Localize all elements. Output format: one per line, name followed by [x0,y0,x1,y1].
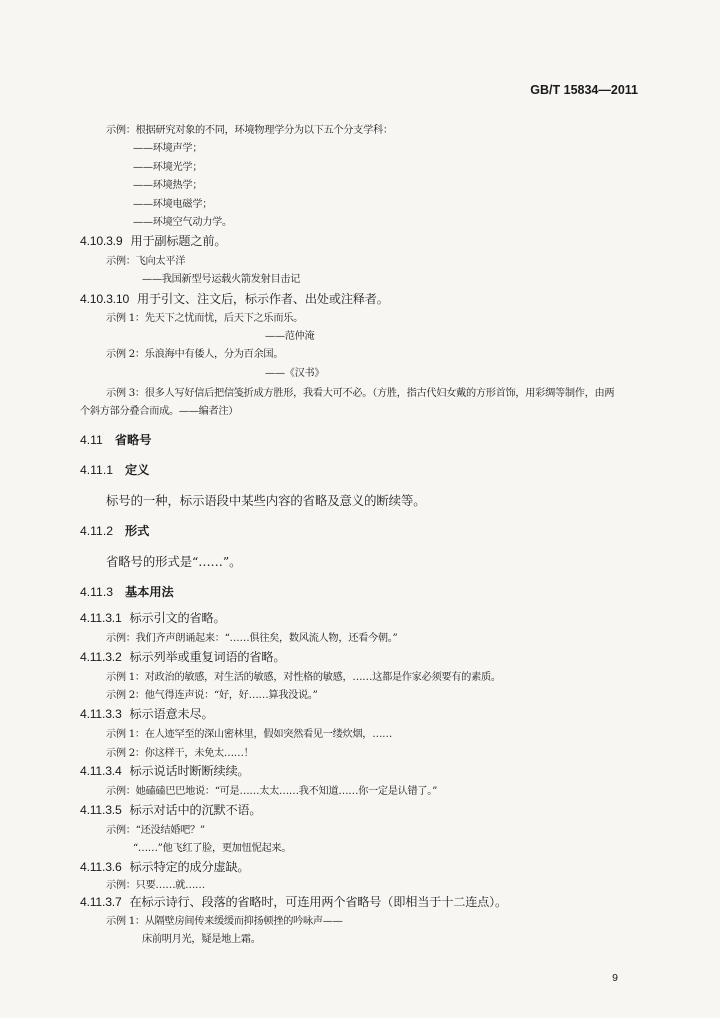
clause-4-11-3-3: 4.11.3.3 标示语意未尽。 [80,707,214,721]
list-item: ——环境电磁学； [133,199,213,210]
standard-number: GB/T 15834—2011 [530,83,638,97]
example-line: 示例 1：对政治的敏感，对生活的敏感，对性格的敏感，……这都是作家必须要有的素质。 [106,672,501,683]
example-line: 示例：“还没结婚吧？” [106,825,205,836]
clause-4-11-3-1: 4.11.3.1 标示引文的省略。 [80,611,226,625]
page-number: 9 [612,972,618,984]
example-line: “……”他飞红了脸，更加忸怩起来。 [133,843,292,854]
example-line: 示例：根据研究对象的不同，环境物理学分为以下五个分支学科： [106,125,393,136]
clause-4-10-3-9: 4.10.3.9 用于副标题之前。 [80,234,227,248]
section-4-11-1-heading: 4.11.1 定义 [80,463,150,477]
list-item: ——环境光学； [133,162,203,173]
list-item: ——环境热学； [133,180,203,191]
example-subtitle: ——我国新型号运载火箭发射目击记 [142,274,301,285]
example-line: 示例：她磕磕巴巴地说：“可是……太太……我不知道……你一定是认错了。” [106,786,438,797]
clause-4-11-3-6: 4.11.3.6 标示特定的成分虚缺。 [80,860,250,874]
example-line: 示例 2：他气得连声说：“好，好……算我没说。” [106,690,318,701]
form-paragraph: 省略号的形式是“……”。 [106,554,242,569]
example-author: ——范仲淹 [265,331,315,342]
example-line: 示例 1：从隔壁房间传来缓缓而抑扬顿挫的吟咏声—— [106,916,343,927]
example-line: 示例：我们齐声朗诵起来：“……俱往矣，数风流人物，还看今朝。” [106,633,398,644]
example-line: 示例：飞向太平洋 [106,256,186,267]
example-line: 示例：只要……就…… [106,880,205,891]
clause-4-11-3-7: 4.11.3.7 在标示诗行、段落的省略时，可连用两个省略号（即相当于十二连点）。 [80,895,508,909]
clause-4-11-3-5: 4.11.3.5 标示对话中的沉默不语。 [80,803,262,817]
list-item: ——环境空气动力学。 [133,217,232,228]
example-line: 个斜方部分叠合而成。——编者注） [80,406,239,417]
section-4-11-2-heading: 4.11.2 形式 [80,524,150,538]
example-line: 示例 2：你这样干，未免太……！ [106,748,254,759]
clause-4-11-3-4: 4.11.3.4 标示说话时断断续续。 [80,764,250,778]
example-line: 示例 1：先天下之忧而忧，后天下之乐而乐。 [106,313,303,324]
clause-4-10-3-10: 4.10.3.10 用于引文、注文后，标示作者、出处或注释者。 [80,292,389,306]
poem-line: 床前明月光，疑是地上霜。 [142,934,261,945]
clause-4-11-3-2: 4.11.3.2 标示列举或重复词语的省略。 [80,650,286,664]
list-item: ——环境声学； [133,143,203,154]
section-4-11-heading: 4.11 省略号 [80,433,152,447]
example-line: 示例 2：乐浪海中有倭人，分为百余国。 [106,349,284,360]
definition-paragraph: 标号的一种，标示语段中某些内容的省略及意义的断续等。 [106,493,426,508]
example-line: 示例 1：在人迹罕至的深山密林里，假如突然看见一缕炊烟，…… [106,729,392,740]
example-line: 示例 3：很多人写好信后把信笺折成方胜形，我看大可不必。（方胜，指古代妇女戴的方形首饰，用彩绸等制作，由两 [106,388,615,399]
section-4-11-3-heading: 4.11.3 基本用法 [80,585,174,599]
example-source: ——《汉书》 [265,368,325,379]
